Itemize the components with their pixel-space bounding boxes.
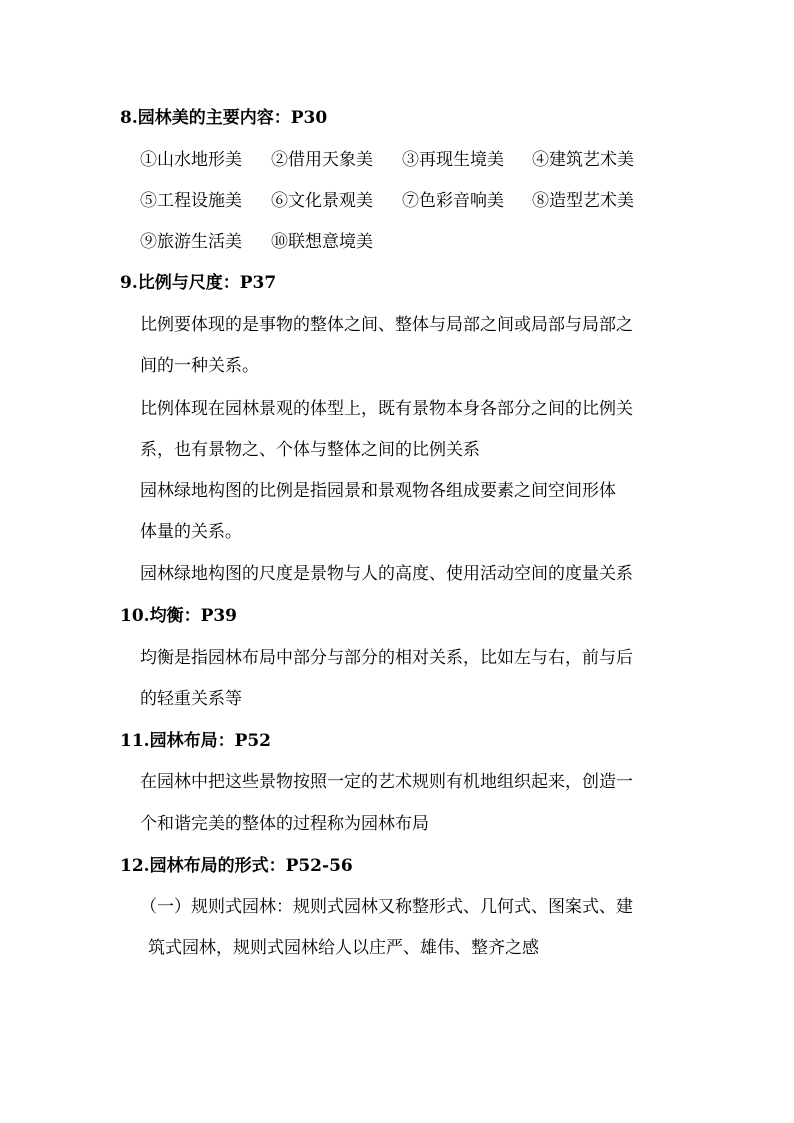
paragraph-line: 个和谐完美的整体的过程称为园林布局 <box>140 814 429 834</box>
paragraph-line: 比例体现在园林景观的体型上，既有景物本身各部分之间的比例关 <box>140 399 633 419</box>
list-item: ⑧造型艺术美 <box>532 191 634 211</box>
list-item: ③再现生境美 <box>402 150 504 170</box>
paragraph-line: 园林绿地构图的尺度是景物与人的高度、使用活动空间的度量关系 <box>140 564 633 584</box>
list-item: ⑥文化景观美 <box>271 191 373 211</box>
section-8-heading: 8.园林美的主要内容：P30 <box>120 108 328 128</box>
list-item: ⑩联想意境美 <box>271 232 373 252</box>
paragraph-line: 均衡是指园林布局中部分与部分的相对关系，比如左与右，前与后 <box>140 648 633 668</box>
list-item: ⑦色彩音响美 <box>402 191 504 211</box>
paragraph-line: 的轻重关系等 <box>140 689 242 709</box>
paragraph-line: 比例要体现的是事物的整体之间、整体与局部之间或局部与局部之 <box>140 315 633 335</box>
list-item: ⑤工程设施美 <box>140 191 242 211</box>
paragraph-line: 在园林中把这些景物按照一定的艺术规则有机地组织起来，创造一 <box>140 772 633 792</box>
paragraph-line: 体量的关系。 <box>140 522 242 542</box>
list-item: ②借用天象美 <box>271 150 373 170</box>
section-10-heading: 10.均衡：P39 <box>120 606 238 626</box>
paragraph-line: 间的一种关系。 <box>140 356 259 376</box>
list-item: ④建筑艺术美 <box>532 150 634 170</box>
paragraph-line: 筑式园林，规则式园林给人以庄严、雄伟、整齐之感 <box>148 938 539 958</box>
paragraph-line: （一）规则式园林：规则式园林又称整形式、几何式、图案式、建 <box>140 897 633 917</box>
list-item: ①山水地形美 <box>140 150 242 170</box>
section-12-heading: 12.园林布局的形式：P52-56 <box>120 856 353 876</box>
paragraph-line: 园林绿地构图的比例是指园景和景观物各组成要素之间空间形体 <box>140 481 616 501</box>
section-9-heading: 9.比例与尺度：P37 <box>120 273 277 293</box>
section-11-heading: 11.园林布局：P52 <box>120 731 272 751</box>
list-item: ⑨旅游生活美 <box>140 232 242 252</box>
paragraph-line: 系，也有景物之、个体与整体之间的比例关系 <box>140 440 480 460</box>
